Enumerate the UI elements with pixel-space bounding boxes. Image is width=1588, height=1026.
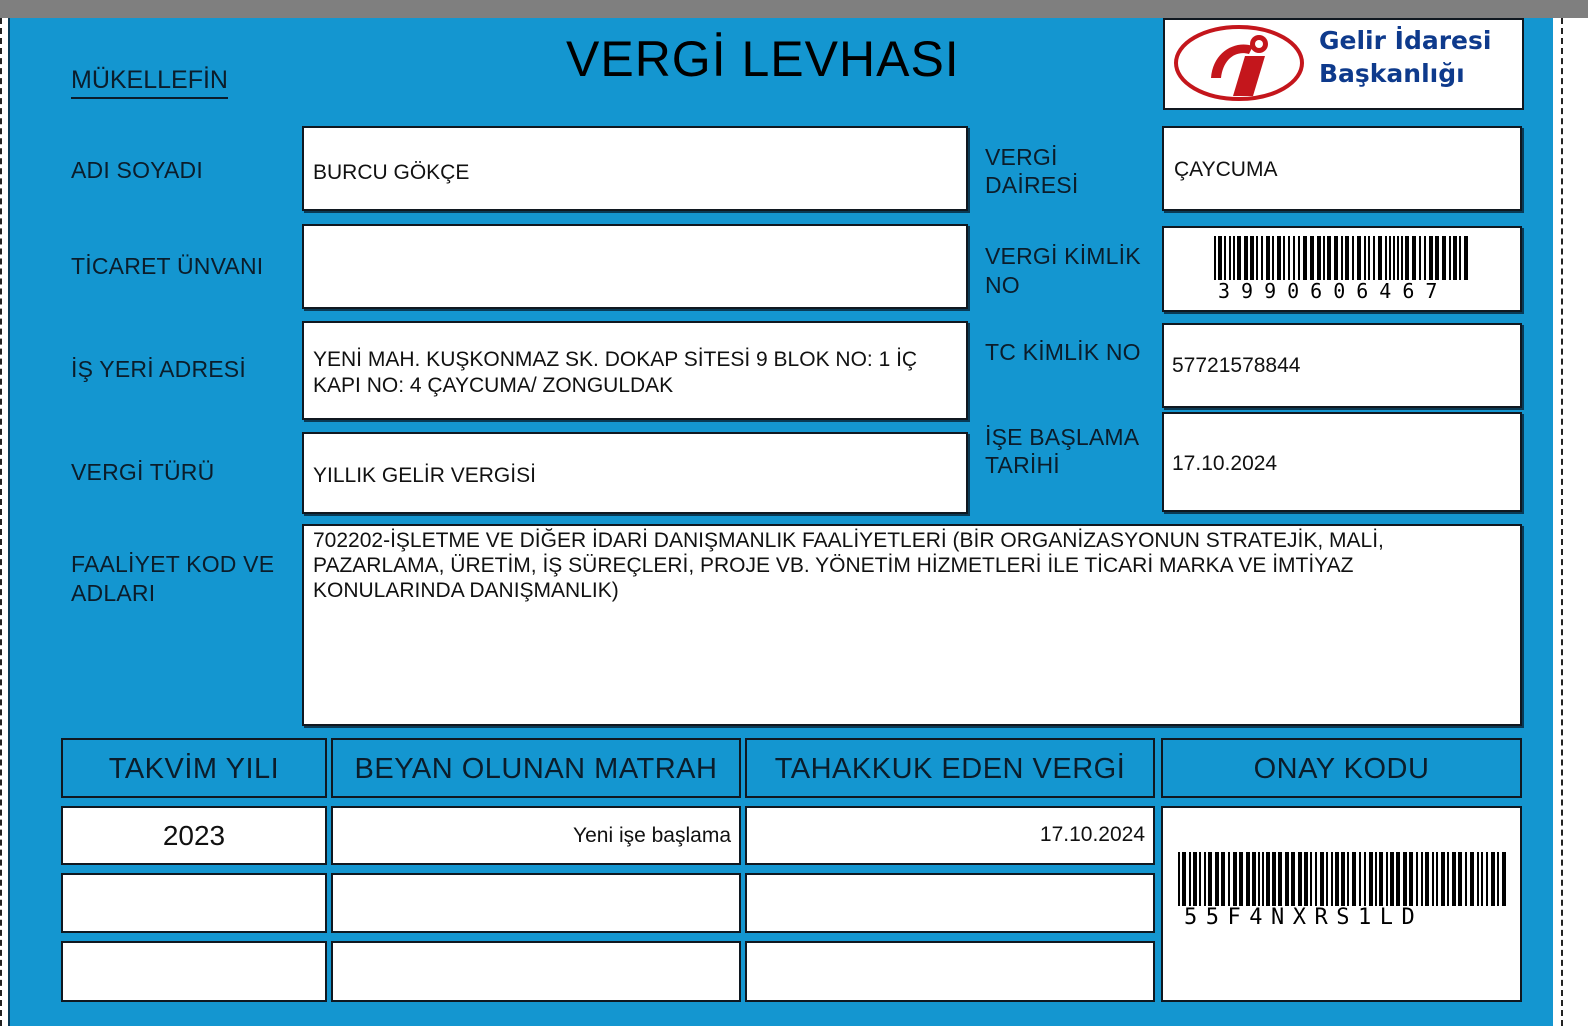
label-tc-kimlik-no: TC KİMLİK NO [985, 339, 1141, 365]
logo-line2: Başkanlığı [1319, 59, 1465, 88]
label-vkn-line2: NO [985, 272, 1020, 298]
label-vkn-line1: VERGİ KİMLİK [985, 243, 1141, 269]
value-faaliyet-line2: PAZARLAMA, ÜRETİM, İŞ SÜREÇLERİ, PROJE VB. YÖNETİM HİZMETLERİ İLE TİCARİ MARKA VE İMTİYAZ [313, 554, 1354, 577]
value-vergi-dairesi: ÇAYCUMA [1174, 158, 1278, 181]
cell-yil-row2 [61, 873, 327, 933]
value-faaliyet-line1: 702202-İŞLETME VE DİĞER İDARİ DANIŞMANLIK FAALİYETLERİ (BİR ORGANİZASYONUN STRATEJİK, MALİ, [313, 529, 1384, 552]
cell-matrah-row1: Yeni işe başlama [331, 806, 741, 865]
label-is-yeri-adresi: İŞ YERİ ADRESİ [71, 356, 246, 382]
cell-vergi-row1: 17.10.2024 [745, 806, 1155, 865]
logo-line1: Gelir İdaresi [1319, 26, 1492, 55]
value-adres-line1: YENİ MAH. KUŞKONMAZ SK. DOKAP SİTESİ 9 BLOK NO: 1 İÇ [313, 348, 918, 371]
logo-box [1163, 18, 1524, 110]
label-vergi-turu: VERGİ TÜRÜ [71, 459, 215, 485]
label-ise-baslama-line1: İŞE BAŞLAMA [985, 424, 1140, 450]
label-faaliyet-line1: FAALİYET KOD VE [71, 551, 275, 577]
label-ise-baslama-line2: TARİHİ [985, 452, 1060, 478]
field-ticaret-unvani [302, 224, 968, 309]
value-tc-kimlik-no: 57721578844 [1172, 354, 1301, 377]
header-beyan-olunan-matrah: BEYAN OLUNAN MATRAH [331, 738, 741, 798]
cell-yil-row3 [61, 941, 327, 1002]
header-tahakkuk-eden-vergi: TAHAKKUK EDEN VERGİ [745, 738, 1155, 798]
top-bar [0, 0, 1588, 18]
vkn-barcode [1214, 236, 1470, 280]
label-vergi-dairesi-line2: DAİRESİ [985, 172, 1079, 198]
onay-kodu-barcode [1178, 852, 1506, 906]
label-adi-soyadi: ADI SOYADI [71, 157, 203, 183]
value-ise-baslama: 17.10.2024 [1172, 452, 1278, 475]
onay-kodu-digits: 55F4NXRS1LD [1184, 905, 1424, 930]
value-adres-line2: KAPI NO: 4 ÇAYCUMA/ ZONGULDAK [313, 374, 674, 397]
section-label: MÜKELLEFİN [71, 66, 228, 99]
cell-matrah-row3 [331, 941, 741, 1002]
page-title: VERGİ LEVHASI [566, 31, 960, 87]
cut-line-left [0, 18, 2, 1026]
header-takvim-yili: TAKVİM YILI [61, 738, 327, 798]
gib-logo-icon [1173, 22, 1309, 106]
cell-vergi-row2 [745, 873, 1155, 933]
cell-vergi-row3 [745, 941, 1155, 1002]
header-onay-kodu: ONAY KODU [1161, 738, 1522, 798]
label-vergi-dairesi-line1: VERGİ [985, 144, 1058, 170]
value-faaliyet-line3: KONULARINDA DANIŞMANLIK) [313, 579, 619, 602]
value-vergi-turu: YILLIK GELİR VERGİSİ [313, 464, 536, 487]
cut-line-right [1561, 18, 1563, 1026]
label-faaliyet-line2: ADLARI [71, 580, 156, 606]
value-adi-soyadi: BURCU GÖKÇE [313, 161, 470, 184]
cell-yil-row1: 2023 [61, 806, 327, 865]
label-ticaret-unvani: TİCARET ÜNVANI [71, 253, 264, 279]
vkn-barcode-digits: 3990606467 [1218, 279, 1449, 303]
cell-matrah-row2 [331, 873, 741, 933]
